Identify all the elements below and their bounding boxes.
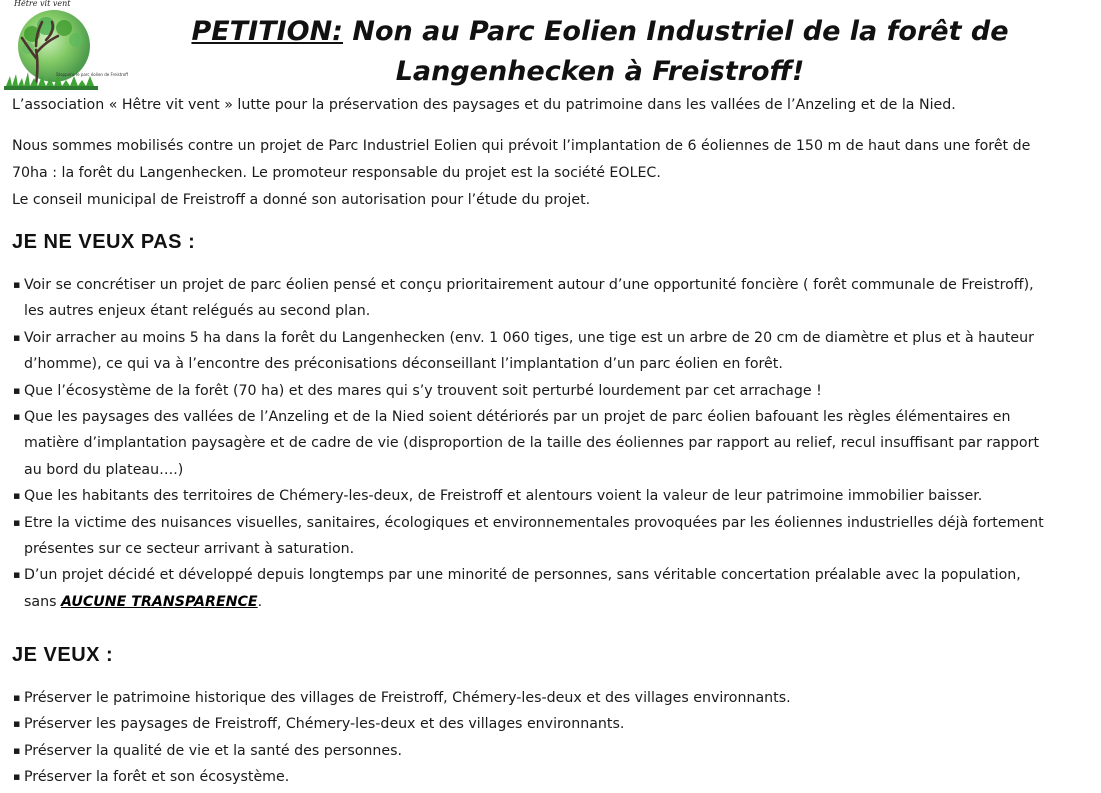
list-item <box>12 764 791 790</box>
list-item <box>12 272 1044 325</box>
logo <box>2 0 129 92</box>
tree-globe-icon <box>2 0 102 92</box>
list-item-line: matière d’implantation paysagère et de cadre de vie (disproportion de la taille des éoliennes par rapport au relief, recul insuffisant par rapport <box>24 435 1040 452</box>
list-item <box>12 404 1044 483</box>
list-item <box>12 738 791 764</box>
intro-p2-line-1: Nous sommes mobilisés contre un projet de Parc Industriel Eolien qui prévoit l’implantation de 6 éoliennes de 150 m de haut dans une forêt de <box>12 138 1031 154</box>
list-item-line: Que les habitants des territoires de Chémery-les-deux, de Freistroff et alentours voient la valeur de leur patrimoine immobilier baisser. <box>24 488 983 505</box>
bullet-icon: ▪ <box>13 383 21 397</box>
section-heading-yes: JE VEUX : <box>12 644 114 666</box>
bullet-icon: ▪ <box>13 330 21 344</box>
list-item-line: Préserver le patrimoine historique des villages de Freistroff, Chémery-les-deux et des villages environnants. <box>24 690 791 706</box>
list-item-text: . <box>257 593 263 610</box>
list-item-line: Etre la victime des nuisances visuelles, sanitaires, écologiques et environnementales provoquées par les éoliennes industrielles déjà fortement <box>24 514 1044 531</box>
bullet-icon: ▪ <box>13 770 21 784</box>
list-item-line: au bord du plateau….) <box>24 461 184 478</box>
list-no <box>12 272 1044 615</box>
list-yes <box>12 685 791 791</box>
list-item-line: Préserver la qualité de vie et la santé des personnes. <box>24 742 403 759</box>
list-item-line: Que l’écosystème de la forêt (70 ha) et des mares qui s’y trouvent soit perturbé lourdement par cet arrachage ! <box>24 382 822 399</box>
intro-p2-line-3: Le conseil municipal de Freistroff a donné son autorisation pour l’étude du projet. <box>12 192 591 208</box>
list-item-line: Que les paysages des vallées de l’Anzeling et de la Nied soient détériorés par un projet de parc éolien bafouant les règles élémentaires en <box>24 409 1011 426</box>
list-item <box>12 325 1044 378</box>
list-item <box>12 562 1044 615</box>
list-item-line: Préserver la forêt et son écosystème. <box>24 769 290 786</box>
bullet-icon: ▪ <box>13 691 21 704</box>
list-item-line: Voir arracher au moins 5 ha dans la forêt du Langenhecken (env. 1 060 tiges, une tige est un arbre de 20 cm de diamètre et plus et à hauteur <box>24 329 1034 346</box>
list-item <box>12 685 791 711</box>
page-title <box>150 12 1050 92</box>
list-item-text: sans <box>24 593 61 610</box>
intro-paragraph-2 <box>12 133 1030 214</box>
title-keyword: PETITION: <box>191 16 343 47</box>
emphasis-no-transparency: AUCUNE TRANSPARENCE <box>60 593 258 610</box>
section-heading-no: JE NE VEUX PAS : <box>12 231 196 253</box>
logo-name: Hêtre vit vent <box>14 0 71 8</box>
bullet-icon: ▪ <box>13 515 21 529</box>
intro-p2-line-2: 70ha : la forêt du Langenhecken. Le promoteur responsable du projet est la société EOLEC. <box>12 165 661 181</box>
logo-tagline: Stoppons le parc éolien de Freistroff <box>56 72 129 77</box>
title-line2: Langenhecken à Freistroff! <box>395 56 805 87</box>
list-item-line: Préserver les paysages de Freistroff, Chémery-les-deux et des villages environnants. <box>24 716 625 733</box>
bullet-icon: ▪ <box>13 743 21 757</box>
list-item-line: d’homme), ce qui va à l’encontre des préconisations déconseillant l’implantation d’un parc éolien en forêt. <box>24 356 783 373</box>
list-item-line: présentes sur ce secteur arrivant à saturation. <box>24 541 355 558</box>
list-item-line: Voir se concrétiser un projet de parc éolien pensé et conçu prioritairement autour d’une opportunité foncière ( forêt communale de Freistroff), <box>24 277 1034 293</box>
bullet-icon: ▪ <box>13 489 21 503</box>
bullet-icon: ▪ <box>13 410 21 424</box>
list-item-line <box>24 589 1044 615</box>
list-item-line: D’un projet décidé et développé depuis longtemps par une minorité de personnes, sans véritable concertation préalable avec la population, <box>24 567 1021 584</box>
list-item <box>12 510 1044 563</box>
list-item <box>12 378 1044 404</box>
list-item-line: les autres enjeux étant relégués au second plan. <box>24 303 371 320</box>
title-line1: Non au Parc Eolien Industriel de la forêt de <box>342 16 1009 47</box>
list-item <box>12 711 791 737</box>
bullet-icon: ▪ <box>13 568 21 582</box>
bullet-icon: ▪ <box>13 717 21 731</box>
intro-paragraph-1: L’association « Hêtre vit vent » lutte pour la préservation des paysages et du patrimoine dans les vallées de l’Anzeling et de la Nied. <box>12 97 956 113</box>
list-item <box>12 483 1044 509</box>
bullet-icon: ▪ <box>13 278 21 291</box>
